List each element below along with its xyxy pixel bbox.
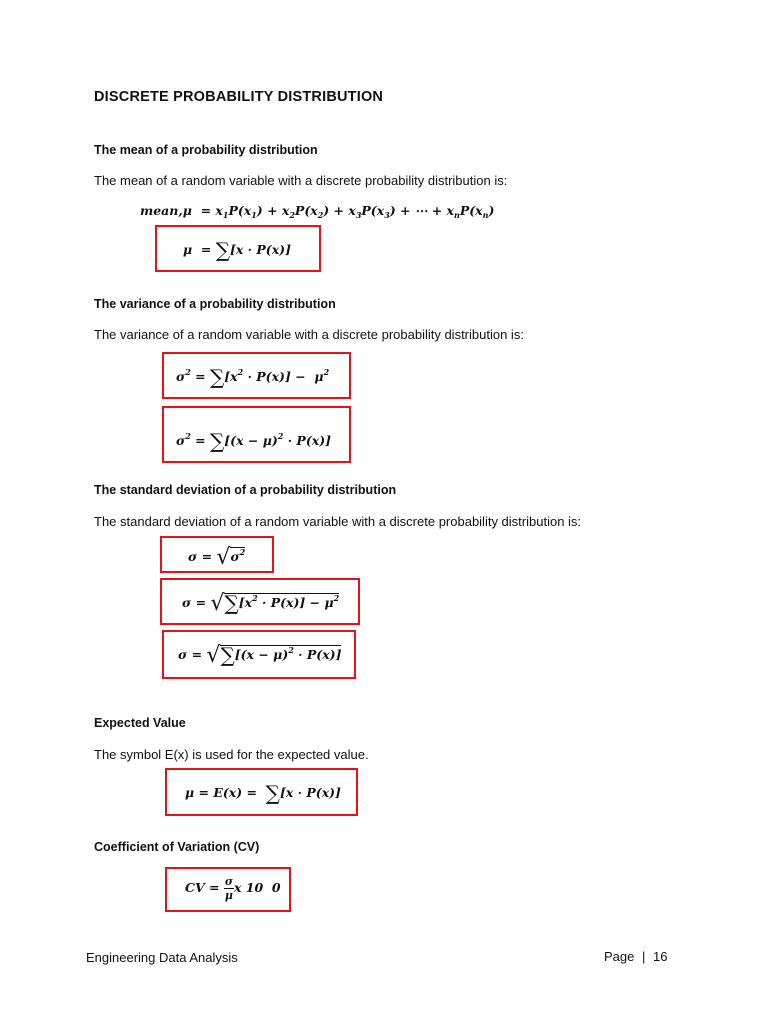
expected-value-text: The symbol E(x) is used for the expected value.: [94, 747, 369, 762]
footer-page-indicator: [604, 949, 667, 964]
std-dev-formula-3-box: [162, 630, 356, 679]
variance-formula-1: $\sigma^2 = \sum[x^2 \cdot P(x)] - \mu^2$: [176, 365, 330, 389]
mean-formula-box: [155, 225, 321, 272]
std-dev-formula-1: $\sigma = √\sigma^2$: [188, 545, 246, 570]
variance-text: The variance of a random variable with a discrete probability distribution is:: [94, 327, 524, 342]
expected-value-formula-box: [165, 768, 358, 816]
std-dev-formula-3: $\sigma = √\sum[(x - \mu)^2 \cdot P(x)]$: [178, 643, 342, 668]
mean-heading: The mean of a probability distribution: [94, 143, 318, 157]
std-dev-formula-1-box: [160, 536, 274, 573]
mean-formula: μ = ∑[x · P(x)]: [183, 238, 291, 262]
expected-value-heading: Expected Value: [94, 716, 186, 730]
cv-formula-box: [165, 867, 291, 912]
std-dev-formula-2: $\sigma = √\sum[x^2 \cdot P(x)] - \mu^2$: [182, 591, 340, 616]
mean-text: The mean of a random variable with a discrete probability distribution is:: [94, 173, 508, 188]
std-dev-formula-2-box: [160, 578, 360, 625]
footer-course-title: Engineering Data Analysis: [86, 950, 238, 965]
variance-formula-2: $\sigma^2 = \sum[(x - \mu)^2 \cdot P(x)]$: [176, 429, 332, 453]
expected-value-formula: μ = E(x) = ∑[x · P(x)]: [185, 781, 341, 805]
std-dev-heading: The standard deviation of a probability distribution: [94, 483, 397, 497]
cv-heading: Coefficient of Variation (CV): [94, 840, 260, 854]
mean-formula-expanded: mean,μ = $x_1P(x_1) + x_2P(x_2) + x_3P(x_3)$ + ⋯ + $x_nP(x_n)$: [140, 203, 495, 220]
footer-page-label: Page: [604, 949, 635, 964]
footer-page-number: 16: [653, 949, 668, 964]
page-title: DISCRETE PROBABILITY DISTRIBUTION: [94, 89, 384, 105]
variance-formula-2-box: [162, 406, 351, 463]
cv-formula: CV = $\frac{\sigma}{\mu}$ x 10 0: [185, 875, 281, 902]
variance-formula-1-box: [162, 352, 351, 399]
footer-separator: |: [642, 949, 646, 964]
variance-heading: The variance of a probability distribution: [94, 297, 336, 311]
std-dev-text: The standard deviation of a random variable with a discrete probability distribution is:: [94, 514, 582, 529]
